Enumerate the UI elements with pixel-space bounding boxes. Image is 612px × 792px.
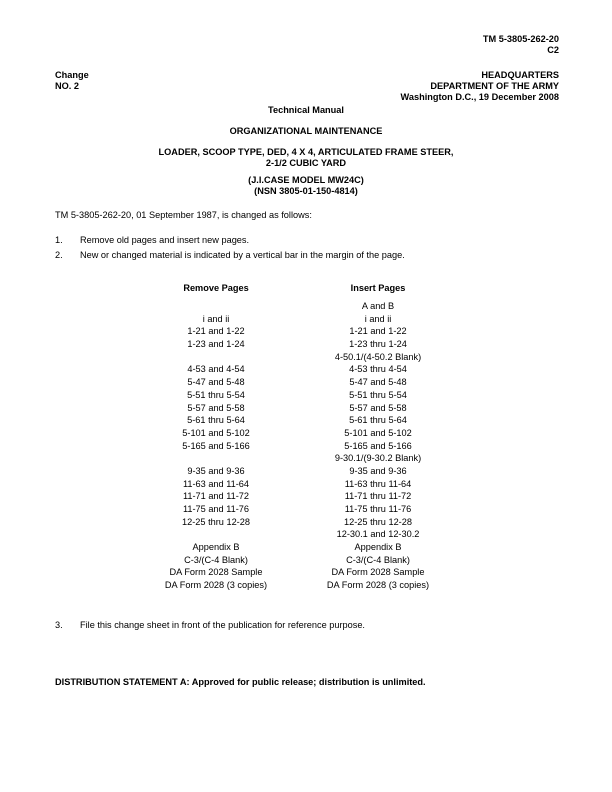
page-entry: 11-75 thru 11-76 bbox=[344, 504, 412, 514]
hq-date-line: Washington D.C., 19 December 2008 bbox=[400, 92, 559, 103]
change-block bbox=[55, 70, 89, 92]
model-name: (J.I.CASE MODEL MW24C) bbox=[248, 175, 364, 185]
equipment-title-line-1: LOADER, SCOOP TYPE, DED, 4 X 4, ARTICULATED FRAME STEER, bbox=[158, 147, 454, 157]
page-entry: 5-51 thru 5-54 bbox=[349, 389, 407, 400]
page-entry: 11-71 thru 11-72 bbox=[344, 491, 412, 502]
page-entry: DA Form 2028 (3 copies) bbox=[164, 580, 268, 591]
page-entry: 5-51 thru 5-54 bbox=[187, 389, 245, 400]
page-entry: 5-47 and 5-48 bbox=[349, 377, 407, 388]
remove-pages-column bbox=[146, 283, 286, 592]
page-entry: DA Form 2028 (3 copies) bbox=[326, 580, 430, 591]
page-entry: 11-71 and 11-72 bbox=[182, 491, 250, 502]
page-entry: 1-23 and 1-24 bbox=[187, 339, 245, 350]
instruction-text: File this change sheet in front of the publication for reference purpose. bbox=[80, 620, 365, 630]
model-block bbox=[0, 175, 612, 197]
instruction-2 bbox=[55, 250, 405, 261]
change-label: Change bbox=[55, 70, 89, 80]
page-entry: i and ii bbox=[202, 313, 230, 324]
page-entry: 9-35 and 9-36 bbox=[349, 465, 407, 476]
page-entry: 11-75 and 11-76 bbox=[182, 504, 250, 514]
instruction-number: 2. bbox=[55, 250, 63, 260]
hq-line-2: DEPARTMENT OF THE ARMY bbox=[430, 81, 559, 92]
instruction-1 bbox=[55, 235, 249, 246]
page-entry: 12-25 thru 12-28 bbox=[182, 516, 250, 527]
page-entry: 4-53 and 4-54 bbox=[187, 364, 245, 375]
nsn-number: (NSN 3805-01-150-4814) bbox=[254, 186, 358, 197]
page-entry bbox=[146, 452, 286, 465]
insert-pages-list bbox=[308, 300, 448, 592]
intro-text: TM 5-3805-262-20, 01 September 1987, is changed as follows: bbox=[55, 210, 312, 220]
page-entry: 9-30.1/(9-30.2 Blank) bbox=[334, 453, 422, 464]
manual-type: Technical Manual bbox=[268, 105, 344, 115]
page-entry: 5-165 and 5-166 bbox=[344, 440, 412, 451]
page-entry: Appendix B bbox=[354, 542, 402, 553]
page-entry: 5-101 and 5-102 bbox=[182, 427, 250, 438]
remove-pages-header: Remove Pages bbox=[183, 283, 249, 293]
remove-pages-list bbox=[146, 300, 286, 592]
instruction-text: New or changed material is indicated by a vertical bar in the margin of the page. bbox=[80, 250, 405, 260]
page-entry bbox=[146, 300, 286, 313]
page-entry: 11-63 and 11-64 bbox=[182, 478, 250, 489]
page-entry: DA Form 2028 Sample bbox=[331, 567, 425, 578]
insert-pages-header: Insert Pages bbox=[350, 283, 406, 293]
instruction-number: 3. bbox=[55, 620, 63, 630]
page-entry: 5-57 and 5-58 bbox=[349, 402, 407, 413]
page-entry: DA Form 2028 Sample bbox=[169, 567, 263, 578]
headquarters-block bbox=[401, 70, 559, 103]
page-entry: 12-30.1 and 12-30.2 bbox=[336, 529, 420, 540]
page-entry: 9-35 and 9-36 bbox=[187, 465, 245, 476]
page-entry: i and ii bbox=[364, 313, 392, 324]
page-entry: Appendix B bbox=[192, 542, 240, 553]
document-id-block bbox=[483, 34, 559, 56]
page-entry: 5-101 and 5-102 bbox=[344, 427, 412, 438]
page-entry: 4-50.1/(4-50.2 Blank) bbox=[334, 351, 422, 362]
page-entry: C-3/(C-4 Blank) bbox=[184, 554, 248, 565]
change-code: C2 bbox=[547, 45, 559, 56]
maintenance-level: ORGANIZATIONAL MAINTENANCE bbox=[229, 126, 383, 136]
instruction-text: Remove old pages and insert new pages. bbox=[80, 235, 250, 245]
page-entry bbox=[146, 351, 286, 364]
page-entry: 1-21 and 1-22 bbox=[349, 326, 407, 337]
page-entry: 12-25 thru 12-28 bbox=[344, 516, 412, 527]
page-entry: A and B bbox=[361, 301, 395, 311]
page-entry: 1-21 and 1-22 bbox=[187, 326, 245, 337]
page-entry: 4-53 thru 4-54 bbox=[349, 364, 407, 375]
distribution-statement: DISTRIBUTION STATEMENT A: Approved for public release; distribution is unlimited. bbox=[55, 677, 426, 687]
instruction-number: 1. bbox=[55, 235, 63, 245]
page-entry: 1-23 thru 1-24 bbox=[349, 339, 407, 350]
instruction-3 bbox=[55, 620, 365, 631]
equipment-title-line-2: 2-1/2 CUBIC YARD bbox=[265, 158, 347, 169]
tm-number: TM 5-3805-262-20 bbox=[482, 34, 559, 44]
change-number: NO. 2 bbox=[55, 81, 79, 92]
page-entry: 5-61 thru 5-64 bbox=[187, 415, 245, 426]
insert-pages-column bbox=[308, 283, 448, 592]
page-entry: 5-57 and 5-58 bbox=[187, 402, 245, 413]
page-entry: 11-63 thru 11-64 bbox=[344, 478, 412, 489]
page-entry bbox=[146, 528, 286, 541]
page-entry: 5-61 thru 5-64 bbox=[349, 415, 407, 426]
hq-line-1: HEADQUARTERS bbox=[481, 70, 559, 80]
page-entry: 5-165 and 5-166 bbox=[182, 440, 250, 451]
page-entry: 5-47 and 5-48 bbox=[187, 377, 245, 388]
equipment-title bbox=[0, 147, 612, 169]
page-entry: C-3/(C-4 Blank) bbox=[346, 554, 410, 565]
